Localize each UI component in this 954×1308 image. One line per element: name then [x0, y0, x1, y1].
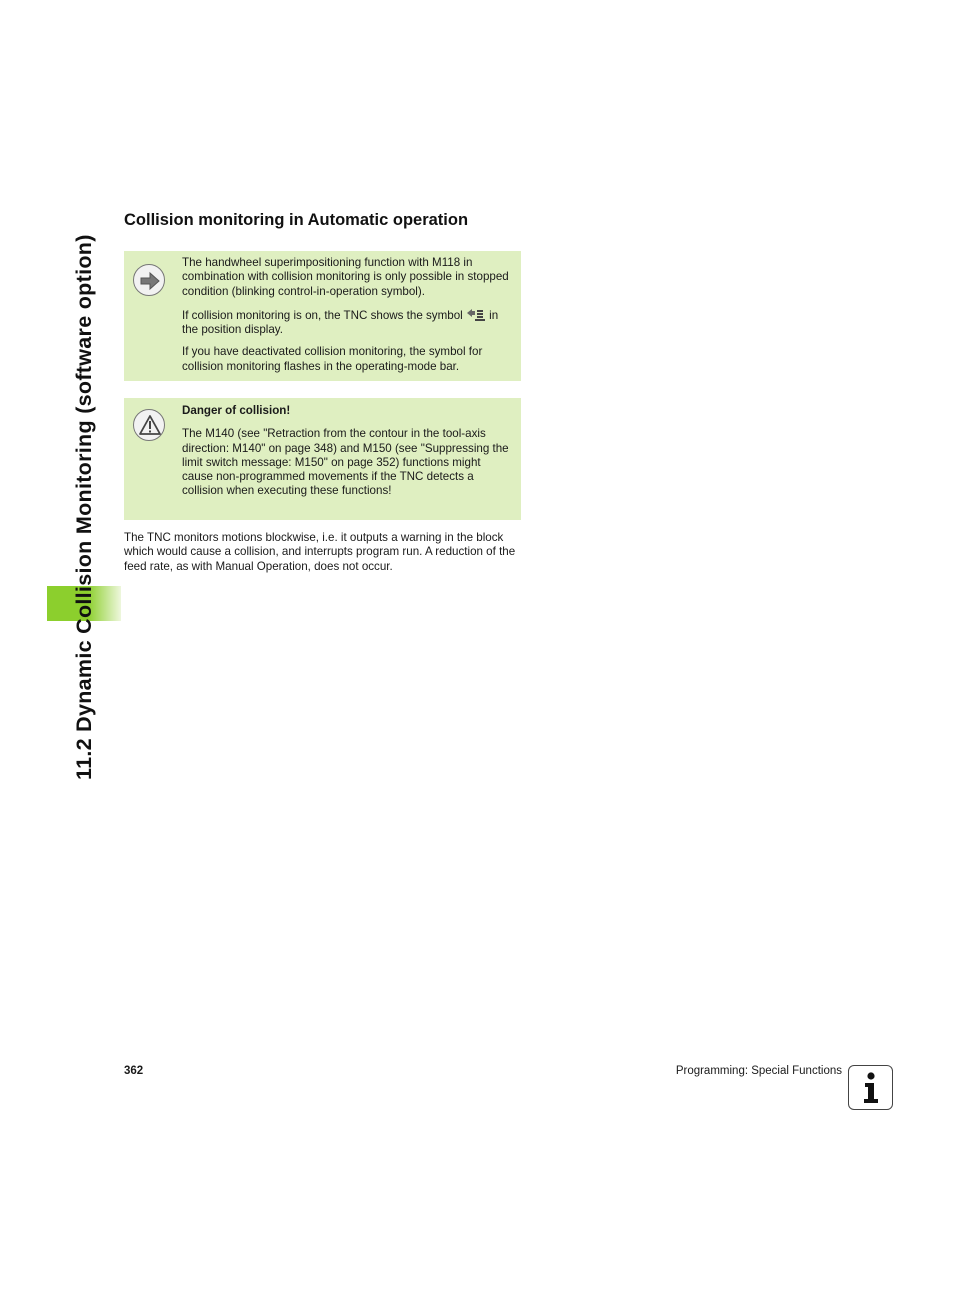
info-note-paragraph-2-end: in the position display.	[182, 308, 499, 337]
info-icon	[848, 1065, 893, 1110]
footer-title: Programming: Special Functions	[675, 1065, 842, 1077]
warning-note	[124, 398, 521, 520]
warning-note-paragraph: The M140 (see "Retraction from the contour in the tool-axis direction: M140" on page 348) and M150 (see "Suppressing the limit switch message: M150" on page 352) functions might cause non-programmed movements if the TNC detects a collision when executing these functions!	[182, 427, 509, 498]
info-note-paragraph-1: The handwheel superimpositioning function with M118 in combination with collision monitoring is only possible in stopped condition (blinking control-in-operation symbol).	[182, 256, 509, 298]
info-note-paragraph-3: If you have deactivated collision monitoring, the symbol for collision monitoring flashes in the operating-mode bar.	[182, 345, 483, 373]
info-note	[124, 251, 521, 381]
info-note-paragraph-2-start: If collision monitoring is on, the TNC shows the symbol	[182, 308, 466, 322]
warning-note-text	[182, 404, 514, 507]
arrow-right-icon	[133, 264, 165, 296]
warning-note-title: Danger of collision!	[182, 404, 291, 417]
warning-triangle-icon	[133, 409, 165, 441]
collision-monitoring-symbol-icon	[466, 307, 486, 322]
page-number: 362	[124, 1065, 144, 1077]
info-note-text	[182, 256, 514, 382]
info-note-paragraph-2	[182, 307, 514, 338]
chapter-side-title: 11.2 Dynamic Collision Monitoring (software option)	[72, 234, 96, 780]
body-paragraph: The TNC monitors motions blockwise, i.e. it outputs a warning in the block which would cause a collision, and interrupts program run. A reduction of the feed rate, as with Manual Operation, does not occur.	[124, 531, 516, 573]
section-heading: Collision monitoring in Automatic operation	[124, 211, 469, 229]
